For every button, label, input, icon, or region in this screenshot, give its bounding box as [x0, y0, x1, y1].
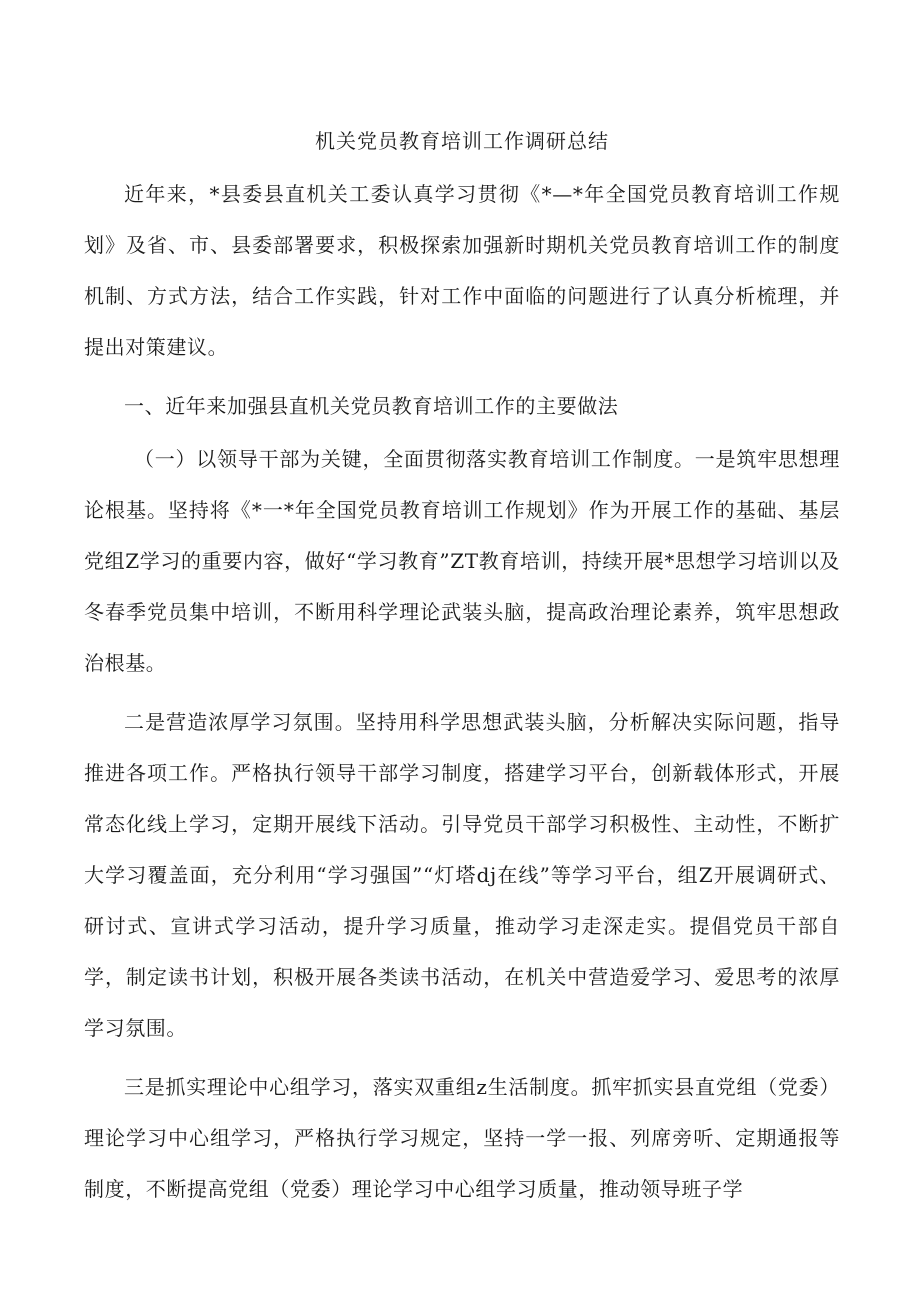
body-paragraph-2: 二是营造浓厚学习氛围。坚持用科学思想武装头脑，分析解决实际问题，指导推进各项工作。严格执行领导干部学习制度，搭建学习平台，创新载体形式，开展常态化线上学习，定期开展线下活动。引导党员干部学习积极性、主动性，不断扩大学习覆盖面，充分利用“学习强国”“灯塔dj在线”等学习平台，组Z开展调研式、研讨式、宣讲式学习活动，提升学习质量，推动学习走深走实。提倡党员干部自学，制定读书计划，积极开展各类读书活动，在机关中营造爱学习、爱思考的浓厚学习氛围。 — [84, 710, 840, 1040]
body-paragraph-3: 三是抓实理论中心组学习，落实双重组z生活制度。抓牢抓实县直党组（党委）理论学习中心组学习，严格执行学习规定，坚持一学一报、列席旁听、定期通报等制度，不断提高党组（党委）理论学习中心组学习质量，推动领导班子学 — [84, 1075, 840, 1201]
subsection-paragraph-1: （一）以领导干部为关键，全面贯彻落实教育培训工作制度。一是筑牢思想理论根基。坚持将《*一*年全国党员教育培训工作规划》作为开展工作的基础、基层党组Z学习的重要内容，做好“学习教育”ZT教育培训，持续开展*思想学习培训以及冬春季党员集中培训，不断用科学理论武装头脑，提高政治理论素养，筑牢思想政治根基。 — [84, 447, 840, 675]
document-title: 机关党员教育培训工作调研总结 — [315, 129, 609, 153]
section-heading-1: 一、近年来加强县直机关党员教育培训工作的主要做法 — [124, 394, 619, 418]
intro-paragraph: 近年来，*县委县直机关工委认真学习贯彻《*—*年全国党员教育培训工作规划》及省、市、县委部署要求，积极探索加强新时期机关党员教育培训工作的制度机制、方式方法，结合工作实践，针对工作中面临的问题进行了认真分析梳理，并提出对策建议。 — [84, 182, 840, 359]
